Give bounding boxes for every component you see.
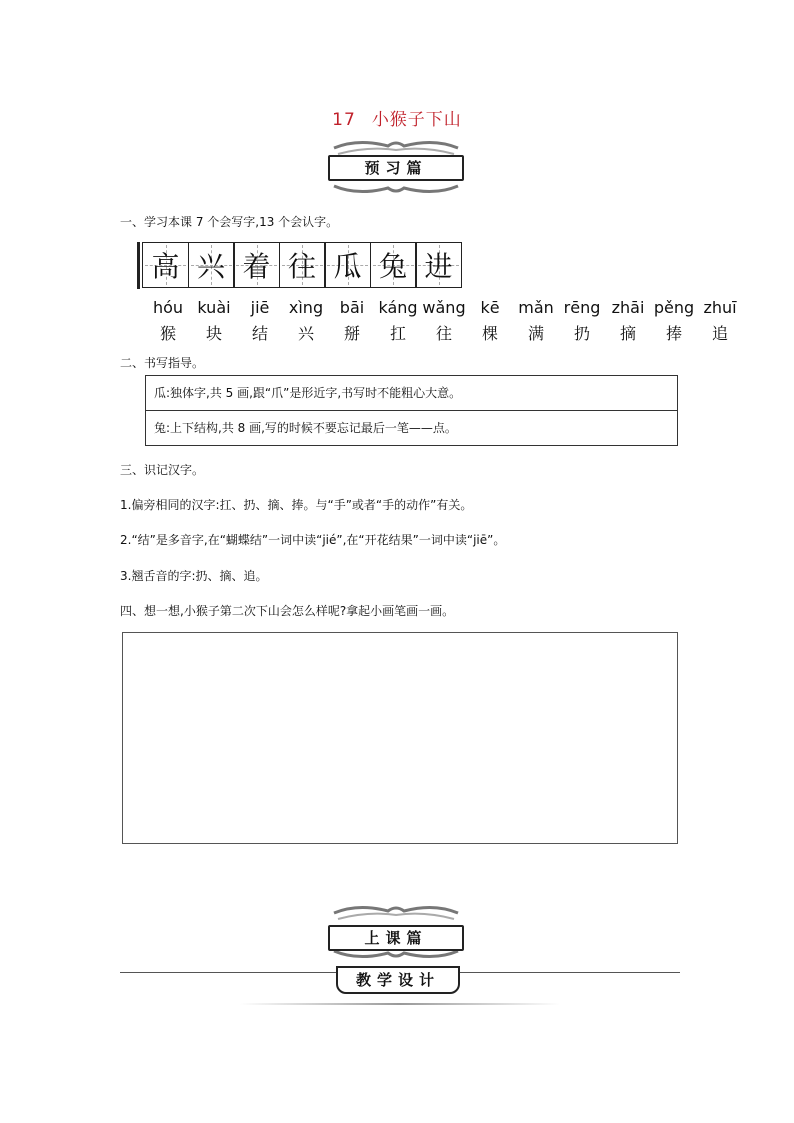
write-char-cell: 瓜 xyxy=(324,242,371,288)
drawing-area xyxy=(122,632,678,844)
read-char: 块 xyxy=(205,324,222,343)
guide-row: 瓜:独体字,共 5 画,跟“爪”是形近字,书写时不能粗心大意。 xyxy=(154,386,462,400)
pinyin: mǎn xyxy=(518,298,554,317)
page-title xyxy=(0,105,794,130)
section3-heading: 三、识记汉字。 xyxy=(120,463,205,477)
pinyin: hóu xyxy=(152,298,184,317)
read-chars-row xyxy=(145,321,743,344)
read-char: 扔 xyxy=(573,324,590,343)
read-char: 掰 xyxy=(343,324,360,343)
pinyin: xìng xyxy=(288,298,324,317)
pinyin: wǎng xyxy=(422,298,466,317)
section2-heading: 二、书写指导。 xyxy=(120,356,205,370)
read-char: 捧 xyxy=(665,324,682,343)
pinyin: jiē xyxy=(250,298,270,317)
guide-row: 兔:上下结构,共 8 画,写的时候不要忘记最后一笔——点。 xyxy=(146,410,677,445)
design-banner-label: 教学设计 xyxy=(336,966,460,994)
section3-item: 1.偏旁相同的汉字:扛、扔、摘、捧。与“手”或者“手的动作”有关。 xyxy=(120,498,473,512)
read-char: 往 xyxy=(435,324,452,343)
writing-guide-table xyxy=(145,375,678,446)
read-char: 兴 xyxy=(297,324,314,343)
pinyin: rēng xyxy=(563,298,601,317)
pinyin: zhāi xyxy=(611,298,645,317)
write-char-cell: 兔 xyxy=(370,242,417,288)
pinyin: pěng xyxy=(653,298,695,317)
section3-item: 2.“结”是多音字,在“蝴蝶结”一词中读“jié”,在“开花结果”一词中读“jiē”。 xyxy=(120,533,506,547)
pinyin: káng xyxy=(378,298,418,317)
class-banner xyxy=(328,905,464,960)
section1-heading: 一、学习本课 7 个会写字,13 个会认字。 xyxy=(120,215,339,229)
pinyin: kē xyxy=(480,298,500,317)
lesson-title: 小猴子下山 xyxy=(371,110,462,130)
write-char-cell: 进 xyxy=(415,242,462,288)
read-char: 扛 xyxy=(389,324,406,343)
write-char-cell: 兴 xyxy=(188,242,235,288)
section3-item: 3.翘舌音的字:扔、摘、追。 xyxy=(120,569,268,583)
write-char-cell: 高 xyxy=(142,242,189,288)
design-banner xyxy=(336,966,460,996)
read-char: 猴 xyxy=(159,324,176,343)
read-char: 追 xyxy=(711,324,728,343)
lesson-number: 17 xyxy=(332,110,356,130)
pinyin: kuài xyxy=(197,298,231,317)
banner-shadow xyxy=(240,1003,560,1005)
write-char-cell: 着 xyxy=(233,242,280,288)
read-char: 结 xyxy=(251,324,268,343)
pinyin: zhuī xyxy=(703,298,737,317)
section4-heading: 四、想一想,小猴子第二次下山会怎么样呢?拿起小画笔画一画。 xyxy=(120,604,455,618)
preview-banner-label: 预习篇 xyxy=(328,155,464,181)
read-char: 摘 xyxy=(619,324,636,343)
class-banner-label: 上课篇 xyxy=(328,925,464,951)
write-chars-grid xyxy=(142,242,461,288)
read-char: 满 xyxy=(527,324,544,343)
write-char-cell: 往 xyxy=(279,242,326,288)
grid-border xyxy=(137,242,140,289)
pinyin: bāi xyxy=(339,298,365,317)
pinyin-row xyxy=(145,298,743,317)
read-char: 棵 xyxy=(481,324,498,343)
preview-banner xyxy=(328,140,464,195)
